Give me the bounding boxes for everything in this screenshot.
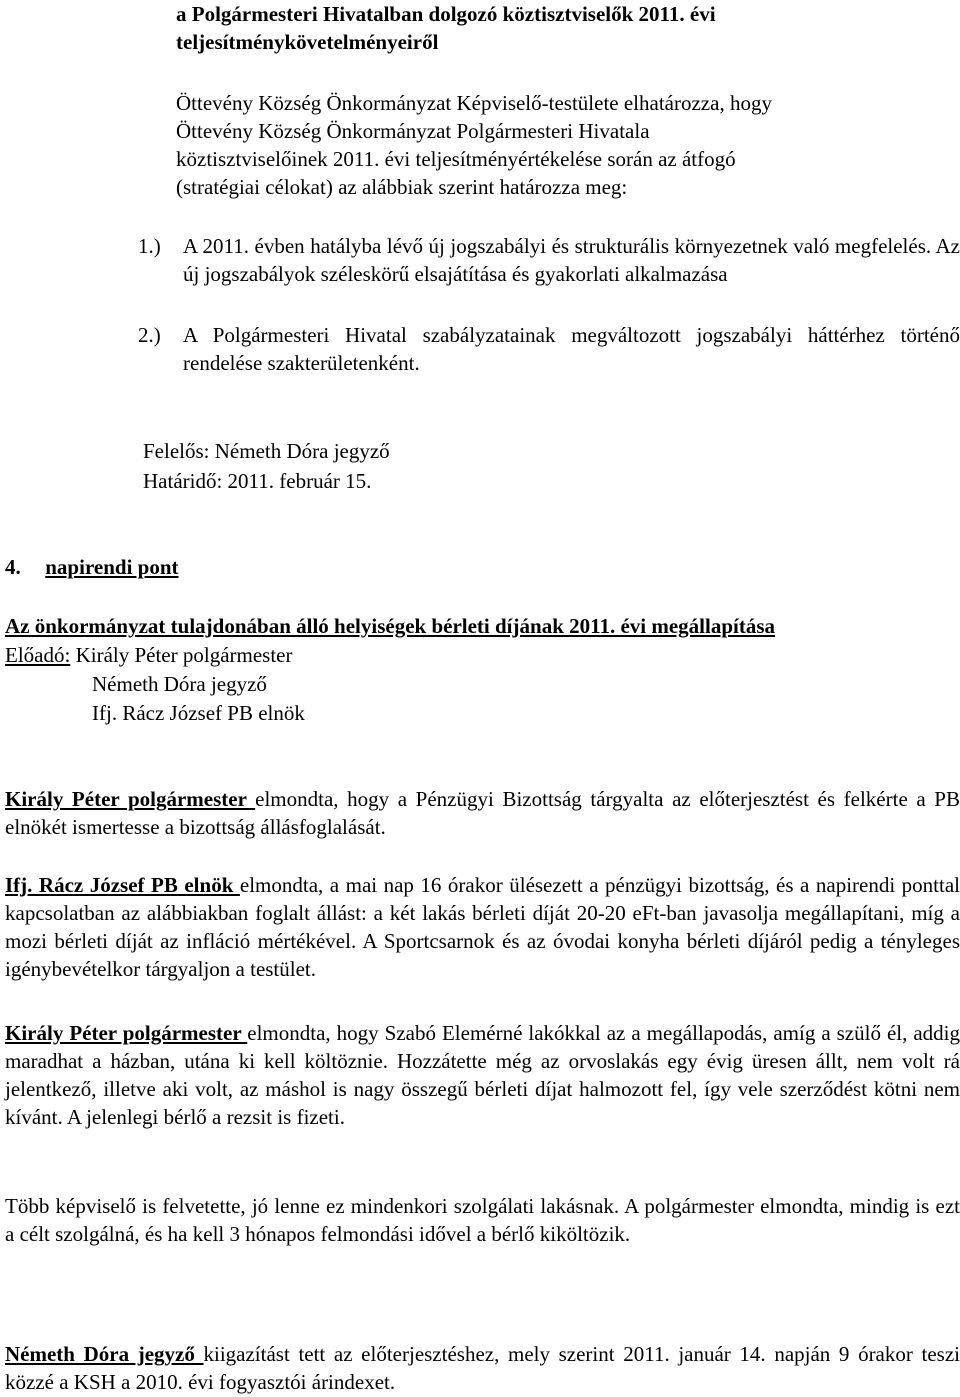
agenda-heading <box>5 553 179 581</box>
speaker-name: Király Péter polgármester <box>5 1021 248 1045</box>
goal-item-2 <box>138 321 960 377</box>
goal-item-1 <box>138 232 960 288</box>
paragraph-3 <box>5 1019 960 1131</box>
agenda-label: napirendi pont <box>45 555 179 579</box>
paragraph-text: kiigazítást tett az előterjesztéshez, mely szerint 2011. január 14. napján 9 órakor teszi közzé a KSH a 2010. évi fogyasztói árindexet. <box>5 1342 960 1394</box>
presenter-row <box>5 641 293 669</box>
paragraph-text: Több képviselő is felvetette, jó lenne ez mindenkori szolgálati lakásnak. A polgármester elmondta, mindig is ezt a célt szolgálná, és ha kell 3 hónapos felmondási idővel a bérlő kiköltözik. <box>5 1194 960 1246</box>
agenda-number: 4. <box>5 555 21 579</box>
speaker-name: Németh Dóra jegyző <box>5 1342 204 1366</box>
paragraph-text: elmondta, hogy Szabó Elemérné lakókkal az a megállapodás, amíg a szülő él, addig maradhat a házban, utána ki kell költöznie. Hozzátette még az orvoslakás egy évig üresen állt, nem volt rá jelentkező, illetve aki volt, az máshol is nagy összegű bérleti díjat halmozott fel, így vele szerződést kötni nem kívánt. A jelenlegi bérlő a rezsit is fizeti. <box>5 1021 960 1129</box>
agenda-title: Az önkormányzat tulajdonában álló helyiségek bérleti díjának 2011. évi megállapítása <box>5 614 776 638</box>
paragraph-2 <box>5 871 960 983</box>
speaker-name: Király Péter polgármester <box>5 787 256 811</box>
paragraph-text: elmondta, a mai nap 16 órakor ülésezett a pénzügyi bizottság, és a napirendi ponttal kapcsolatban az alábbiakban foglalt állást: a két lakás bérleti díját 20-20 eFt-ban javasolja megállapítani, míg a mozi bérleti díját az infláció mértékével. A Sportcsarnok és az óvodai konyha bérleti díjáról pedig a tényleges igénybevételkor tárgyaljon a testület. <box>5 873 960 981</box>
goal-number: 2.) <box>138 323 161 347</box>
paragraph-text: elmondta, hogy a Pénzügyi Bizottság tárgyalta az előterjesztést és felkérte a PB elnökét ismertesse a bizottság állásfoglalását. <box>5 787 960 839</box>
goal-number: 1.) <box>138 234 161 258</box>
intro-paragraph: Öttevény Község Önkormányzat Képviselő-testülete elhatározza, hogy Öttevény Község Önkormányzat Polgármesteri Hivatala köztisztviselőinek 2011. évi teljesítményértékelése során az átfogó (stratégiai célokat) az alábbiak szerint határozza meg: <box>176 91 772 199</box>
deadline-line: Határidő: 2011. február 15. <box>143 469 372 493</box>
speaker-name: Ifj. Rácz József PB elnök <box>5 873 240 897</box>
presenter-name: Németh Dóra jegyző <box>92 672 267 696</box>
paragraph-5 <box>5 1340 960 1396</box>
header-title <box>176 0 960 56</box>
goal-text: A 2011. évben hatályba lévő új jogszabályi és strukturális környezetnek való megfelelés. Az új jogszabályok széleskörű elsajátítása és gyakorlati alkalmazása <box>183 234 960 286</box>
presenter-name: Ifj. Rácz József PB elnök <box>92 701 305 725</box>
goal-text: A Polgármesteri Hivatal szabályzatainak megváltozott jogszabályi háttérhez történő rendelése szakterületenként. <box>183 323 960 375</box>
responsible-line: Felelős: Németh Dóra jegyző <box>143 439 390 463</box>
header-title-line2: teljesítménykövetelményeiről <box>176 30 439 54</box>
presenter-label: Előadó: <box>5 643 71 667</box>
paragraph-1 <box>5 785 960 841</box>
header-title-line1: a Polgármesteri Hivatalban dolgozó köztisztviselők 2011. évi <box>176 2 716 26</box>
presenter-name: Király Péter polgármester <box>75 643 293 667</box>
paragraph-4 <box>5 1192 960 1248</box>
